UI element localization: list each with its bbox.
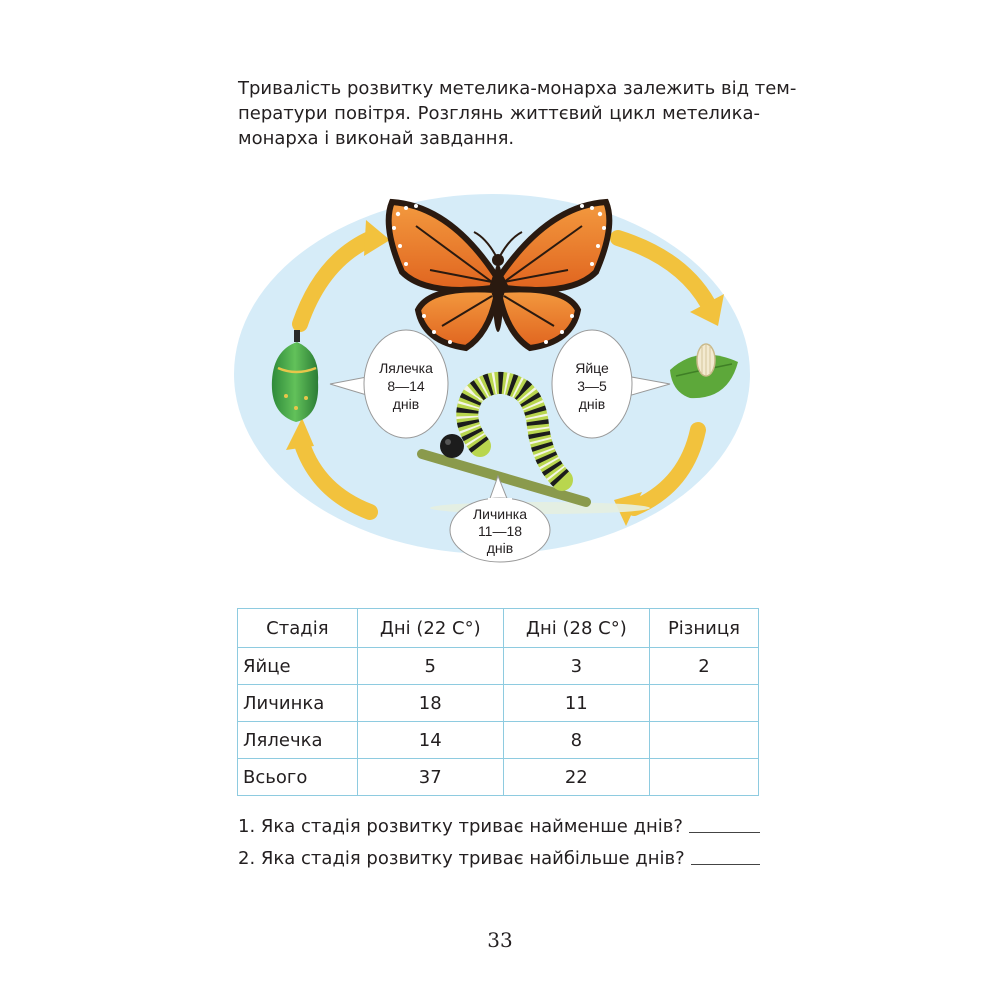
egg-label: Яйце xyxy=(575,360,609,376)
cell-difference[interactable] xyxy=(649,722,758,759)
cell-days-22: 18 xyxy=(357,685,503,722)
cell-days-22: 5 xyxy=(357,648,503,685)
intro-text xyxy=(238,76,797,151)
question-text: 2. Яка стадія розвитку триває найбільше днів? xyxy=(238,848,685,869)
cell-difference[interactable]: 2 xyxy=(649,648,758,685)
header-days-28: Дні (28 С°) xyxy=(503,609,649,648)
larva-days: 11—18 xyxy=(477,523,523,539)
header-days-22: Дні (22 С°) xyxy=(357,609,503,648)
egg-days: 3—5 xyxy=(577,378,607,394)
intro-line: ператури повітря. Розглянь життєвий цикл метелика- xyxy=(238,103,760,124)
cell-days-22: 14 xyxy=(357,722,503,759)
cell-days-22: 37 xyxy=(357,759,503,796)
table-row xyxy=(238,648,759,685)
table-row xyxy=(238,685,759,722)
table-header-row xyxy=(238,609,759,648)
header-stage: Стадія xyxy=(238,609,358,648)
cell-difference[interactable] xyxy=(649,759,758,796)
cell-days-28: 8 xyxy=(503,722,649,759)
question-2 xyxy=(238,848,760,869)
answer-line[interactable] xyxy=(691,864,760,865)
life-cycle-diagram xyxy=(230,186,770,566)
table-row xyxy=(238,722,759,759)
header-difference: Різниця xyxy=(649,609,758,648)
pupa-label: Лялечка xyxy=(379,360,433,376)
answer-line[interactable] xyxy=(689,832,760,833)
cell-stage: Лялечка xyxy=(238,722,358,759)
egg-unit: днів xyxy=(578,396,606,412)
table-row xyxy=(238,759,759,796)
cell-days-28: 11 xyxy=(503,685,649,722)
cell-days-28: 22 xyxy=(503,759,649,796)
pupa-days: 8—14 xyxy=(387,378,425,394)
page-number: 33 xyxy=(487,928,513,952)
cell-difference[interactable] xyxy=(649,685,758,722)
larva-unit: днів xyxy=(486,540,514,556)
question-1 xyxy=(238,816,760,837)
cell-days-28: 3 xyxy=(503,648,649,685)
pupa-unit: днів xyxy=(392,396,420,412)
larva-label: Личинка xyxy=(472,506,528,522)
cell-stage: Яйце xyxy=(238,648,358,685)
intro-line: монарха і виконай завдання. xyxy=(238,128,515,149)
cell-stage: Личинка xyxy=(238,685,358,722)
intro-line: Тривалість розвитку метелика-монарха залежить від тем- xyxy=(238,78,797,99)
question-text: 1. Яка стадія розвитку триває найменше днів? xyxy=(238,816,683,837)
cell-stage: Всього xyxy=(238,759,358,796)
stages-table xyxy=(237,608,759,796)
